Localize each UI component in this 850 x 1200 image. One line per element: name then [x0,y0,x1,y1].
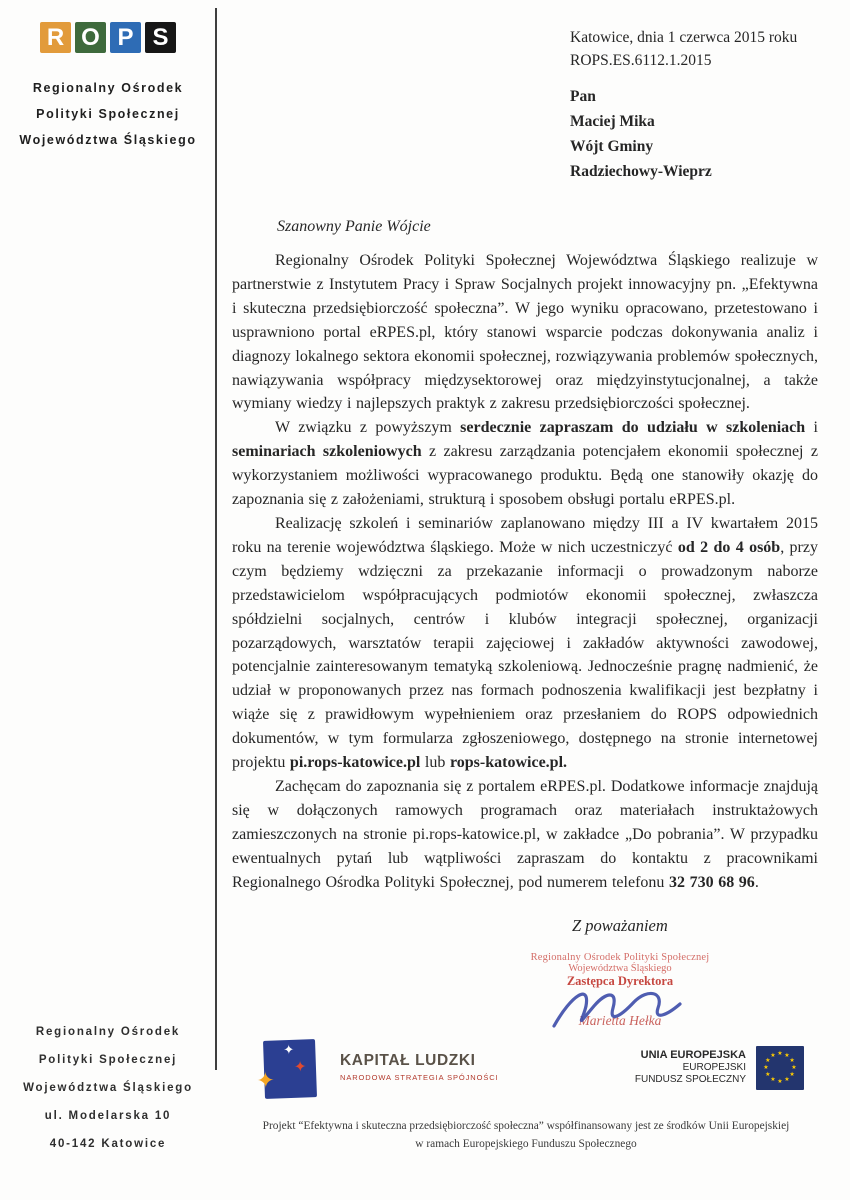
salutation: Szanowny Panie Wójcie [277,218,431,235]
org-name-line: Województwa Śląskiego [19,133,197,147]
eu-logo [608,1046,804,1090]
footer-address [0,1018,216,1158]
project-note-line: Projekt “Efektywna i skuteczna przedsiębiorczość społeczna” współfinansowany jest ze środków Unii Europejskiej [262,1120,790,1132]
recipient-line: Wójt Gminy [570,138,654,155]
eu-logo-line: FUNDUSZ SPOŁECZNY [634,1074,746,1086]
rops-logo [0,22,216,53]
kapital-ludzki-text [340,1052,499,1082]
rops-logo-square-r: R [40,22,71,53]
letterhead-divider [215,8,217,1070]
footer-address-line: Regionalny Ośrodek [35,1026,181,1038]
eu-flag-star-icon: ★ [770,1051,776,1059]
closing-phrase: Z poważaniem [572,916,668,935]
recipient-line: Radziechowy-Wieprz [570,163,712,180]
eu-logo-text [608,1049,746,1087]
stamp-title-line: Zastępca Dyrektora [566,974,674,988]
signer-name: Marietta Hełka [578,1013,662,1028]
kapital-ludzki-title: KAPITAŁ LUDZKI [340,1052,476,1069]
eu-logo-line: EUROPEJSKI [682,1061,746,1073]
letter-body [232,218,818,894]
eu-flag-star-icon: ★ [791,1064,797,1071]
eu-flag-star-icon: ★ [777,1078,783,1085]
kapital-ludzki-logo [255,1040,499,1098]
stamp-org-line: Województwa Śląskiego [568,963,672,974]
eu-logo-line: UNIA EUROPEJSKA [640,1049,746,1062]
letter-paragraphs [232,249,818,894]
kapital-ludzki-subtitle: NARODOWA STRATEGIA SPÓJNOŚCI [340,1073,499,1082]
recipient-line: Maciej Mika [570,113,655,130]
kapital-ludzki-flag-icon: ✦ ✦ ✦ [263,1039,317,1099]
letter-paragraph: W związku z powyższym serdecznie zapraszam do udziału w szkoleniach i seminariach szkoleniowych z zakresu zarządzania potencjałem ekonomii społecznej z wykorzystaniem możliwości wypracowanego produktu. Będą one stanowiły okazję do zapoznania się z założeniami, strukturą i sposobem obsługi portalu eRPES.pl. [232,419,818,509]
date-reference-block [570,26,797,72]
eu-flag-star-icon: ★ [777,1050,783,1057]
rops-logo-square-s: S [145,22,176,53]
eu-flag-star-icon: ★ [784,1076,790,1084]
rops-logo-square-o: O [75,22,106,53]
org-name-line: Regionalny Ośrodek [32,81,184,95]
handwritten-signature-icon [546,980,696,1032]
letter-paragraph: Realizację szkoleń i seminariów zaplanowano między III a IV kwartałem 2015 roku na terenie województwa śląskiego. Może w nich uczestniczyć od 2 do 4 osób, przy czym będziemy wdzięczni za przekazanie informacji o prowadzonym naborze przedstawicielom współpracujących podmiotów ekonomii społecznej, zwłaszcza spółdzielni socjalnych, centrów i klubów integracji społecznej, organizacji pozarządowych, warsztatów terapii zajęciowej i zakładów aktywności zawodowej, potencjalnie zainteresowanym tematyką szkoleniową. Jednocześnie pragnę nadmienić, że udział w proponowanych przez nas formach podnoszenia kwalifikacji jest bezpłatny i wiąże się z prawidłowym wypełnieniem oraz przesłaniem do ROPS odpowiednich dokumentów, w tym formularza zgłoszeniowego, dostępnego na stronie internetowej projektu pi.rops-katowice.pl lub rops-katowice.pl. [232,514,818,772]
eu-flag-star-icon: ★ [789,1071,795,1078]
official-stamp [488,952,752,1029]
org-name [0,75,216,153]
footer-address-line: Województwa Śląskiego [23,1082,193,1094]
eu-flag-star-icon: ★ [770,1076,776,1084]
reference-number: ROPS.ES.6112.1.2015 [570,52,712,69]
footer-address-line: 40-142 Katowice [49,1138,167,1150]
letter-paragraph: Regionalny Ośrodek Polityki Społecznej Województwa Śląskiego realizuje w partnerstwie z Instytutem Pracy i Spraw Socjalnych projekt innowacyjny pn. „Efektywna i skuteczna przedsiębiorczość społeczna”. W jego wyniku opracowano, przetestowano i usprawniono portal eRPES.pl, który stanowi wsparcie podczas dokonywania analiz i diagnozy lokalnego sektora ekonomii społecznej, rozwiązywania problemów społecznych, nawiązywania współpracy międzysektorowej oraz międzyinstytucjonalnej, a także wymiany wiedzy i najlepszych praktyk z zakresu przedsiębiorczości społecznej. [232,252,818,413]
footer-address-line: Polityki Społecznej [38,1054,178,1066]
eu-flag-star-icon: ★ [784,1051,790,1059]
recipient-line: Pan [570,88,596,105]
recipient-block [570,84,712,184]
org-name-line: Polityki Społecznej [36,107,180,121]
project-note-line: w ramach Europejskiego Funduszu Społecznego [415,1137,637,1150]
eu-flag-star-icon: ★ [789,1057,795,1064]
letterhead [0,22,216,153]
date-line: Katowice, dnia 1 czerwca 2015 roku [570,29,798,46]
eu-flag-star-icon: ★ [765,1057,771,1064]
eu-flag-star-icon: ★ [763,1064,769,1071]
eu-flag-star-icon: ★ [765,1071,771,1078]
eu-flag-icon [756,1046,804,1090]
footer-address-line: ul. Modelarska 10 [44,1110,172,1122]
rops-logo-square-p: P [110,22,141,53]
letter-paragraph: Zachęcam do zapoznania się z portalem eRPES.pl. Dodatkowe informacje znajdują się w dołączonych ramowych programach oraz materiałach instruktażowych zamieszczonych na stronie pi.rops-katowice.pl, w zakładce „Do pobrania”. W przypadku ewentualnych pytań lub wątpliwości zapraszam do kontaktu z pracownikami Regionalnego Ośrodka Polityki Społecznej, pod numerem telefonu 32 730 68 96. [232,777,818,891]
stamp-org-line: Regionalny Ośrodek Polityki Społecznej [530,952,710,963]
project-cofinancing-note [230,1118,822,1153]
